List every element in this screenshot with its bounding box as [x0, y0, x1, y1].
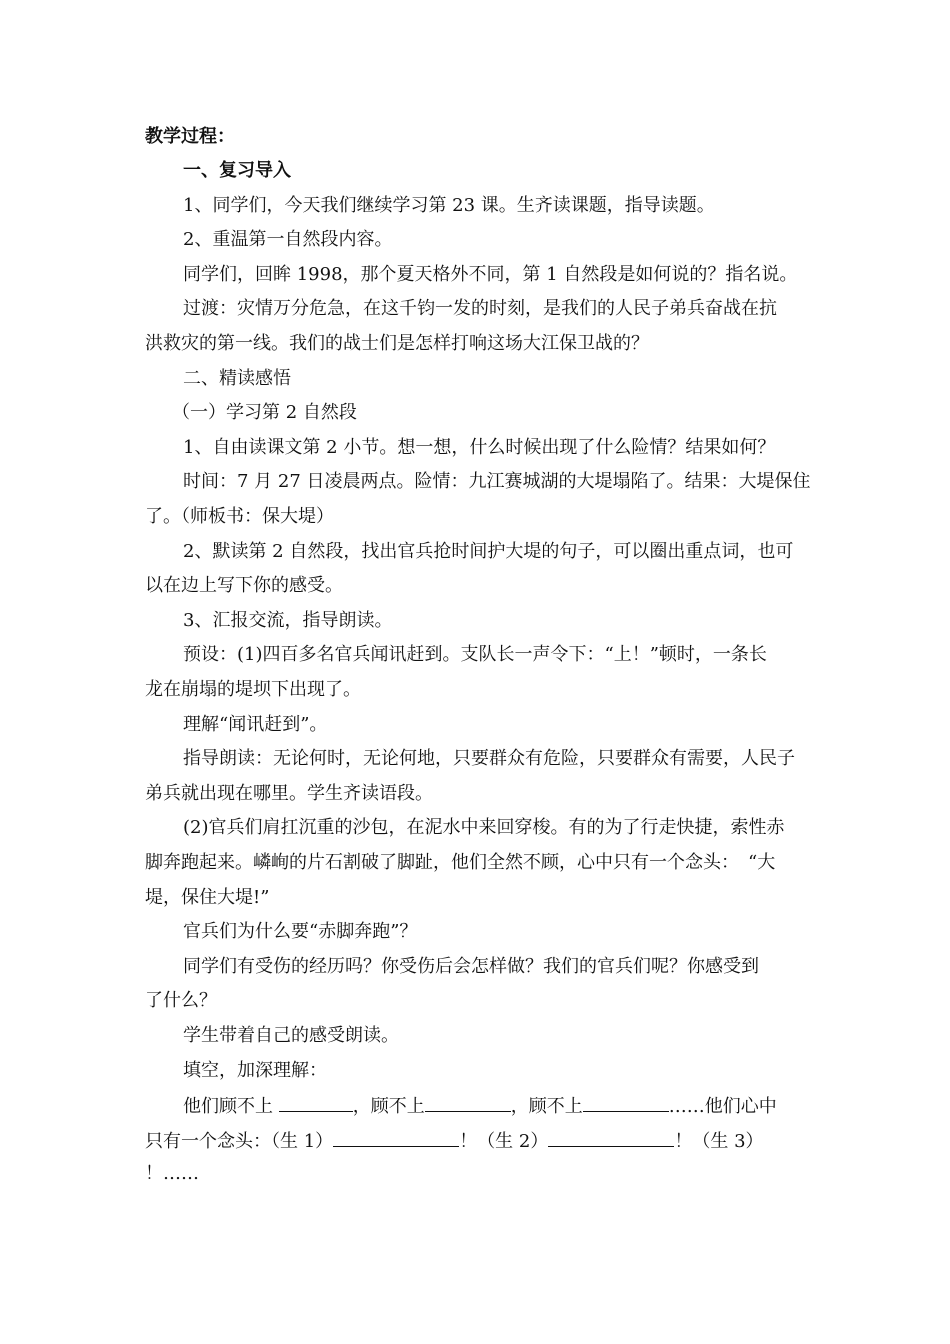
fill-in-line: [145, 1128, 764, 1154]
section-heading: 教学过程：: [145, 126, 235, 147]
paragraph: 填空，加深理解：: [183, 1060, 327, 1081]
fill-text: ！（生 3）: [674, 1131, 764, 1152]
paragraph: 了。（师板书：保大堤）: [145, 506, 334, 527]
section-1-title: 一、复习导入: [183, 160, 291, 181]
fill-text: ！（生 2）: [459, 1131, 549, 1152]
paragraph: 同学们有受伤的经历吗？你受伤后会怎样做？我们的官兵们呢？你感受到: [183, 956, 759, 977]
fill-text: ……他们心中: [668, 1096, 777, 1117]
fill-in-line: [183, 1093, 777, 1119]
paragraph: 官兵们为什么要“赤脚奔跑”？: [183, 921, 418, 942]
paragraph: 理解“闻讯赶到”。: [183, 714, 328, 735]
fill-in-line: ！……: [145, 1163, 199, 1184]
paragraph: 1、同学们，今天我们继续学习第 23 课。生齐读课题，指导读题。: [183, 195, 715, 216]
paragraph: (2)官兵们肩扛沉重的沙包，在泥水中来回穿梭。有的为了行走快捷，索性赤: [183, 817, 785, 838]
subsection-title: （一）学习第 2 自然段: [172, 402, 357, 423]
paragraph: 了什么？: [145, 990, 217, 1011]
paragraph: 预设：(1)四百多名官兵闻讯赶到。支队长一声令下：“上！”顿时，一条长: [183, 644, 767, 665]
blank-field: [333, 1128, 459, 1147]
paragraph: 弟兵就出现在哪里。学生齐读语段。: [145, 783, 433, 804]
paragraph: 2、默读第 2 自然段，找出官兵抢时间护大堤的句子，可以圈出重点词，也可: [183, 541, 794, 562]
paragraph: 同学们，回眸 1998，那个夏天格外不同，第 1 自然段是如何说的？指名说。: [183, 264, 798, 285]
section-2-title: 二、精读感悟: [183, 368, 291, 389]
paragraph: 脚奔跑起来。嶙峋的片石割破了脚趾，他们全然不顾，心中只有一个念头： “大: [145, 852, 776, 873]
paragraph: 3、汇报交流，指导朗读。: [183, 610, 393, 631]
fill-text: 他们顾不上: [183, 1096, 279, 1117]
paragraph: 堤，保住大堤!”: [145, 887, 270, 908]
paragraph: 指导朗读：无论何时，无论何地，只要群众有危险，只要群众有需要，人民子: [183, 748, 795, 769]
paragraph: 以在边上写下你的感受。: [145, 575, 343, 596]
paragraph: 过渡：灾情万分危急，在这千钧一发的时刻，是我们的人民子弟兵奋战在抗: [183, 298, 777, 319]
fill-text: 只有一个念头：（生 1）: [145, 1131, 334, 1152]
fill-text: ，顾不上: [352, 1096, 425, 1117]
fill-text: ，顾不上: [510, 1096, 583, 1117]
paragraph: 洪救灾的第一线。我们的战士们是怎样打响这场大江保卫战的？: [145, 333, 649, 354]
blank-field: [425, 1093, 511, 1112]
paragraph: 2、重温第一自然段内容。: [183, 229, 393, 250]
paragraph: 学生带着自己的感受朗读。: [183, 1025, 399, 1046]
paragraph: 龙在崩塌的堤坝下出现了。: [145, 679, 361, 700]
paragraph: 时间：7 月 27 日凌晨两点。险情：九江赛城湖的大堤塌陷了。结果：大堤保住: [183, 471, 811, 492]
blank-field: [583, 1093, 669, 1112]
blank-field: [279, 1093, 353, 1112]
blank-field: [548, 1128, 674, 1147]
paragraph: 1、自由读课文第 2 小节。想一想，什么时候出现了什么险情？结果如何？: [183, 437, 776, 458]
